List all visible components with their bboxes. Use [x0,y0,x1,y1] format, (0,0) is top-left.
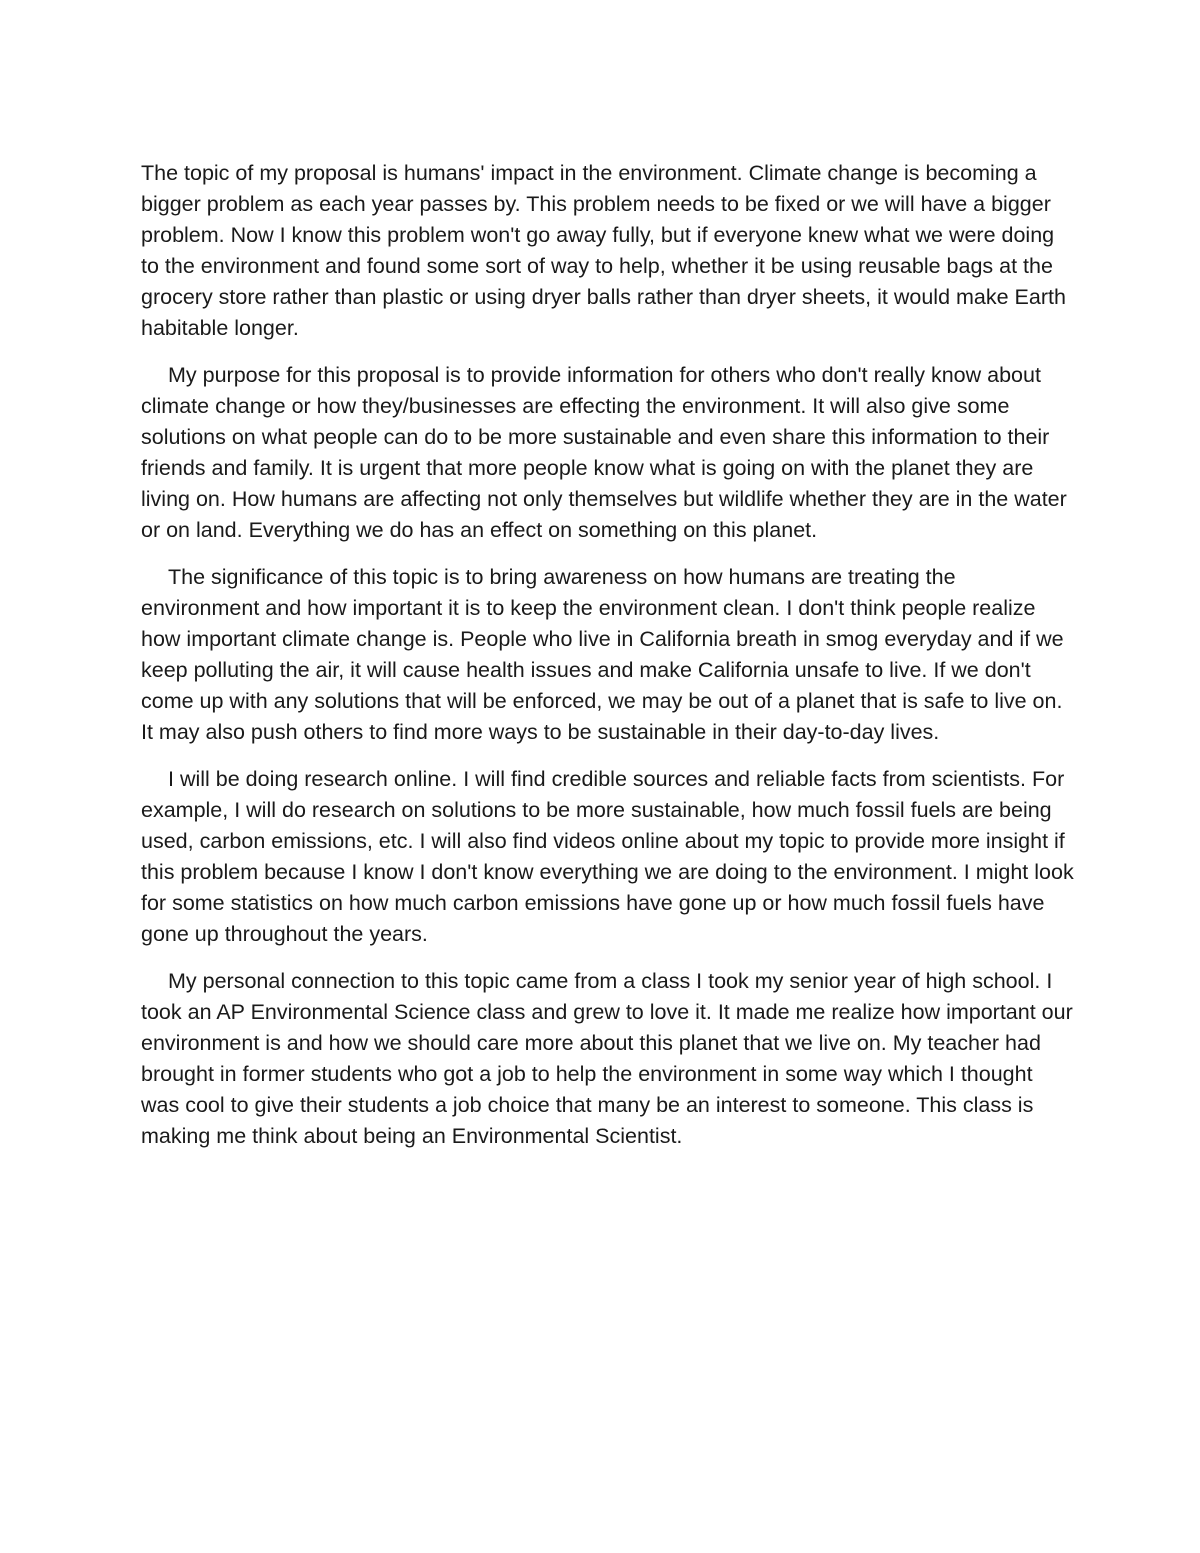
document-body [141,158,1080,1168]
paragraph-topic: The topic of my proposal is humans' impact in the environment. Climate change is becoming a bigger problem as each year passes by. This problem needs to be fixed or we will have a bigger problem. Now I know this problem won't go away fully, but if everyone knew what we were doing to the environment and found some sort of way to help, whether it be using reusable bags at the grocery store rather than plastic or using dryer balls rather than dryer sheets, it would make Earth habitable longer. [141,161,1072,340]
paragraph-personal-connection: My personal connection to this topic came from a class I took my senior year of high school. I took an AP Environmental Science class and grew to love it. It made me realize how important our environment is and how we should care more about this planet that we live on. My teacher had brought in former students who got a job to help the environment in some way which I thought was cool to give their students a job choice that many be an interest to someone. This class is making me think about being an Environmental Scientist. [141,969,1079,1148]
paragraph-significance: The significance of this topic is to bring awareness on how humans are treating the environment and how important it is to keep the environment clean. I don't think people realize how important climate change is. People who live in California breath in smog everyday and if we keep polluting the air, it will cause health issues and make California unsafe to live. If we don't come up with any solutions that will be enforced, we may be out of a planet that is safe to live on. It may also push others to find more ways to be sustainable in their day-to-day lives. [141,565,1070,744]
paragraph-purpose: My purpose for this proposal is to provide information for others who don't really know about climate change or how they/businesses are effecting the environment. It will also give some solutions on what people can do to be more sustainable and even share this information to their friends and family. It is urgent that more people know what is going on with the planet they are living on. How humans are affecting not only themselves but wildlife whether they are in the water or on land. Everything we do has an effect on something on this planet. [141,363,1073,542]
paragraph-research: I will be doing research online. I will find credible sources and reliable facts from scientists. For example, I will do research on solutions to be more sustainable, how much fossil fuels are being used, carbon emissions, etc. I will also find videos online about my topic to provide more insight if this problem because I know I don't know everything we are doing to the environment. I might look for some statistics on how much carbon emissions have gone up or how much fossil fuels have gone up throughout the years. [141,767,1080,946]
